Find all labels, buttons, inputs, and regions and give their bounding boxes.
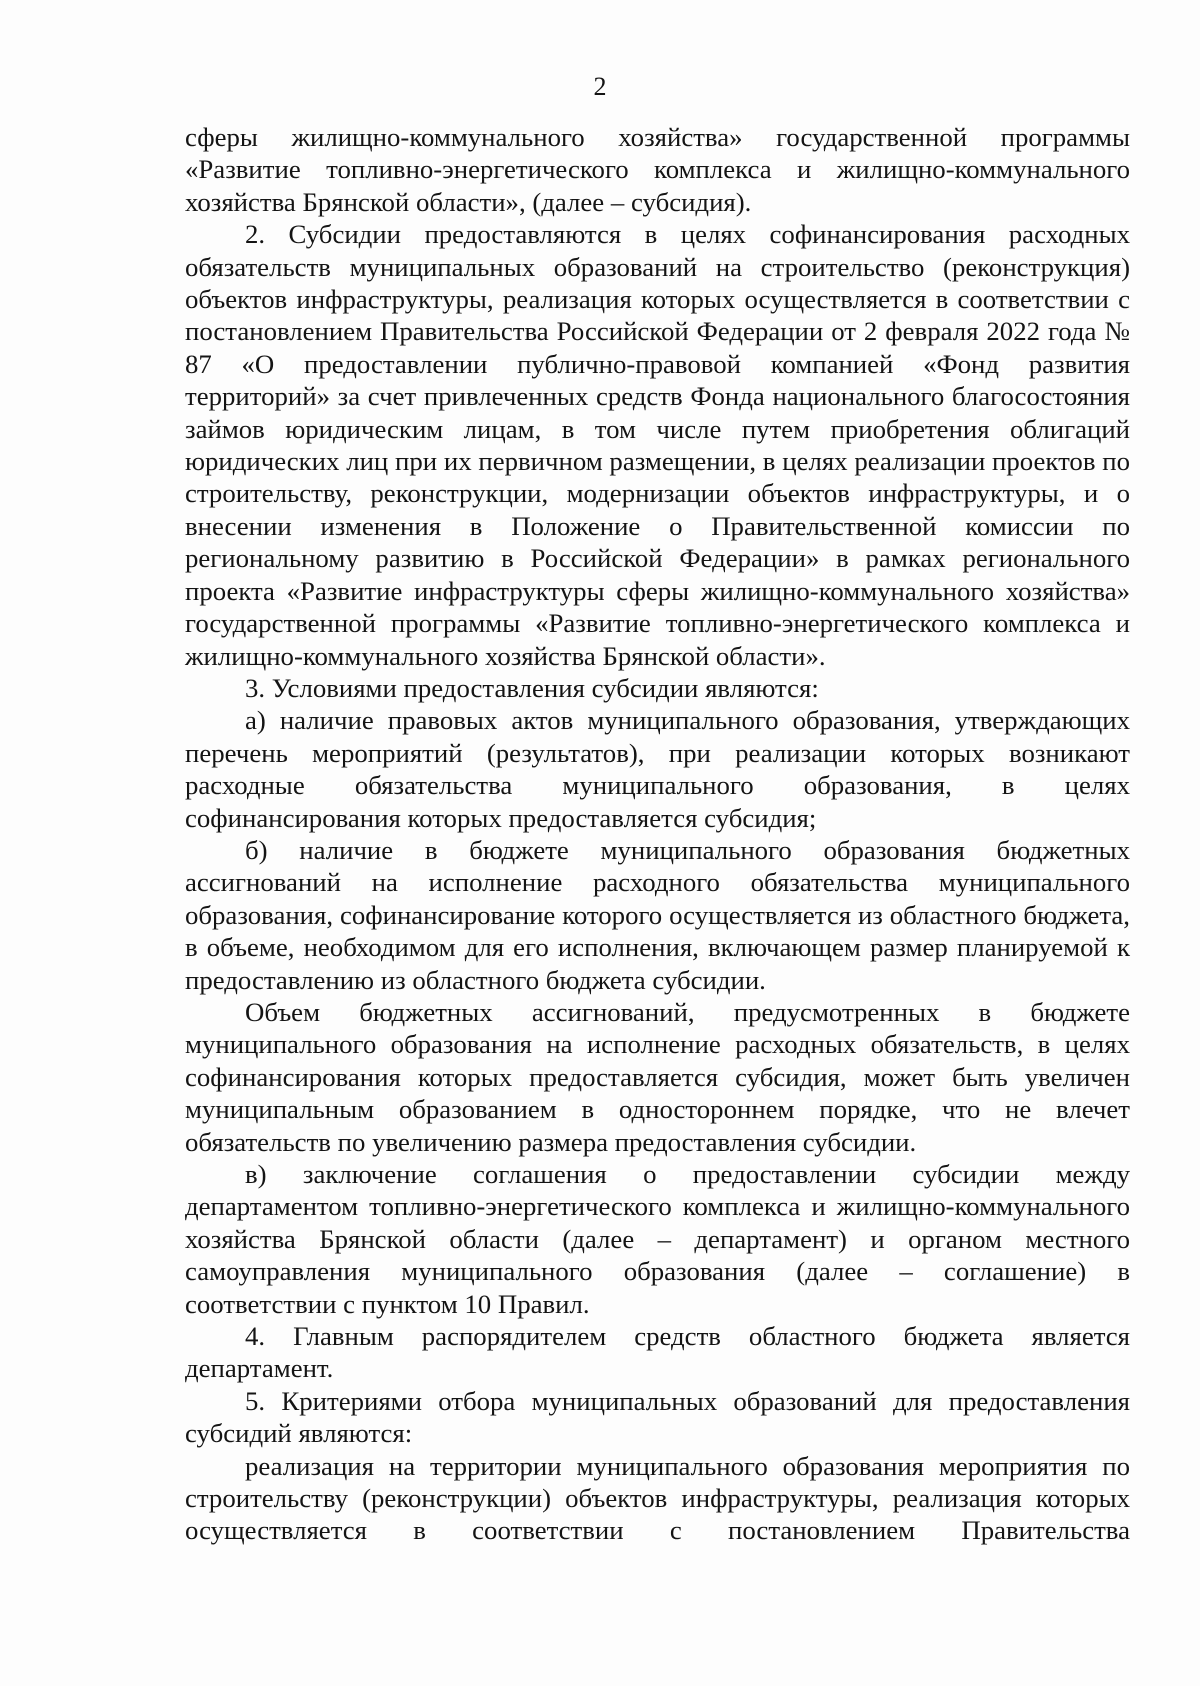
paragraph-criteria: реализация на территории муниципального образования мероприятия по строительству (реконструкции) объектов инфраструктуры, реализация которых осуществляется в соответствии с постановлением Правительства [185, 1450, 1130, 1546]
paragraph-item-4: 4. Главным распорядителем средств областного бюджета является департамент. [185, 1321, 1130, 1384]
paragraph-item-3b: б) наличие в бюджете муниципального образования бюджетных ассигнований на исполнение расходного обязательства муниципального образования, софинансирование которого осуществляется из областного бюджета, в объеме, необходимом для его исполнения, включающем размер планируемой к предоставлению из областного бюджета субсидии. [185, 834, 1130, 995]
document-body [185, 121, 1130, 1547]
paragraph-item-3: 3. Условиями предоставления субсидии являются: [245, 672, 819, 703]
page-number: 2 [593, 72, 607, 101]
paragraph-item-3v: в) заключение соглашения о предоставлении субсидии между департаментом топливно-энергетического комплекса и жилищно-коммунального хозяйства Брянской области (далее – департамент) и органом местного самоуправления муниципального образования (далее – соглашение) в соответствии с пунктом 10 Правил. [185, 1159, 1130, 1319]
paragraph-item-2: 2. Субсидии предоставляются в целях софинансирования расходных обязательств муниципальных образований на строительство (реконструкция) объектов инфраструктуры, реализация которых осуществляется в соответствии с постановлением Правительства Российской Федерации от 2 февраля 2022 года № 87 «О предоставлении публично-правовой компанией «Фонд развития территорий» за счет привлеченных средств Фонда национального благосостояния займов юридическим лицам, в том числе путем приобретения облигаций юридических лиц при их первичном размещении, в целях реализации проектов по строительству, реконструкции, модернизации объектов инфраструктуры, и о внесении изменения в Положение о Правительственной комиссии по региональному развитию в Российской Федерации» в рамках регионального проекта «Развитие инфраструктуры сферы жилищно-коммунального хозяйства» государственной программы «Развитие топливно-энергетического комплекса и жилищно-коммунального хозяйства Брянской области». [185, 219, 1130, 671]
paragraph-item-3a: а) наличие правовых актов муниципального образования, утверждающих перечень мероприятий (результатов), при реализации которых возникают расходные обязательства муниципального образования, в целях софинансирования которых предоставляется субсидия; [185, 705, 1130, 833]
paragraph-budget-volume: Объем бюджетных ассигнований, предусмотренных в бюджете муниципального образования на исполнение расходных обязательств, в целях софинансирования которых предоставляется субсидия, может быть увеличен муниципальным образованием в одностороннем порядке, что не влечет обязательств по увеличению размера предоставления субсидии. [185, 996, 1130, 1157]
paragraph-continuation: сферы жилищно-коммунального хозяйства» государственной программы «Развитие топливно-энергетического комплекса и жилищно-коммунального хозяйства Брянской области», (далее – субсидия). [185, 122, 1130, 217]
paragraph-item-5: 5. Критериями отбора муниципальных образований для предоставления субсидий являются: [185, 1385, 1130, 1449]
